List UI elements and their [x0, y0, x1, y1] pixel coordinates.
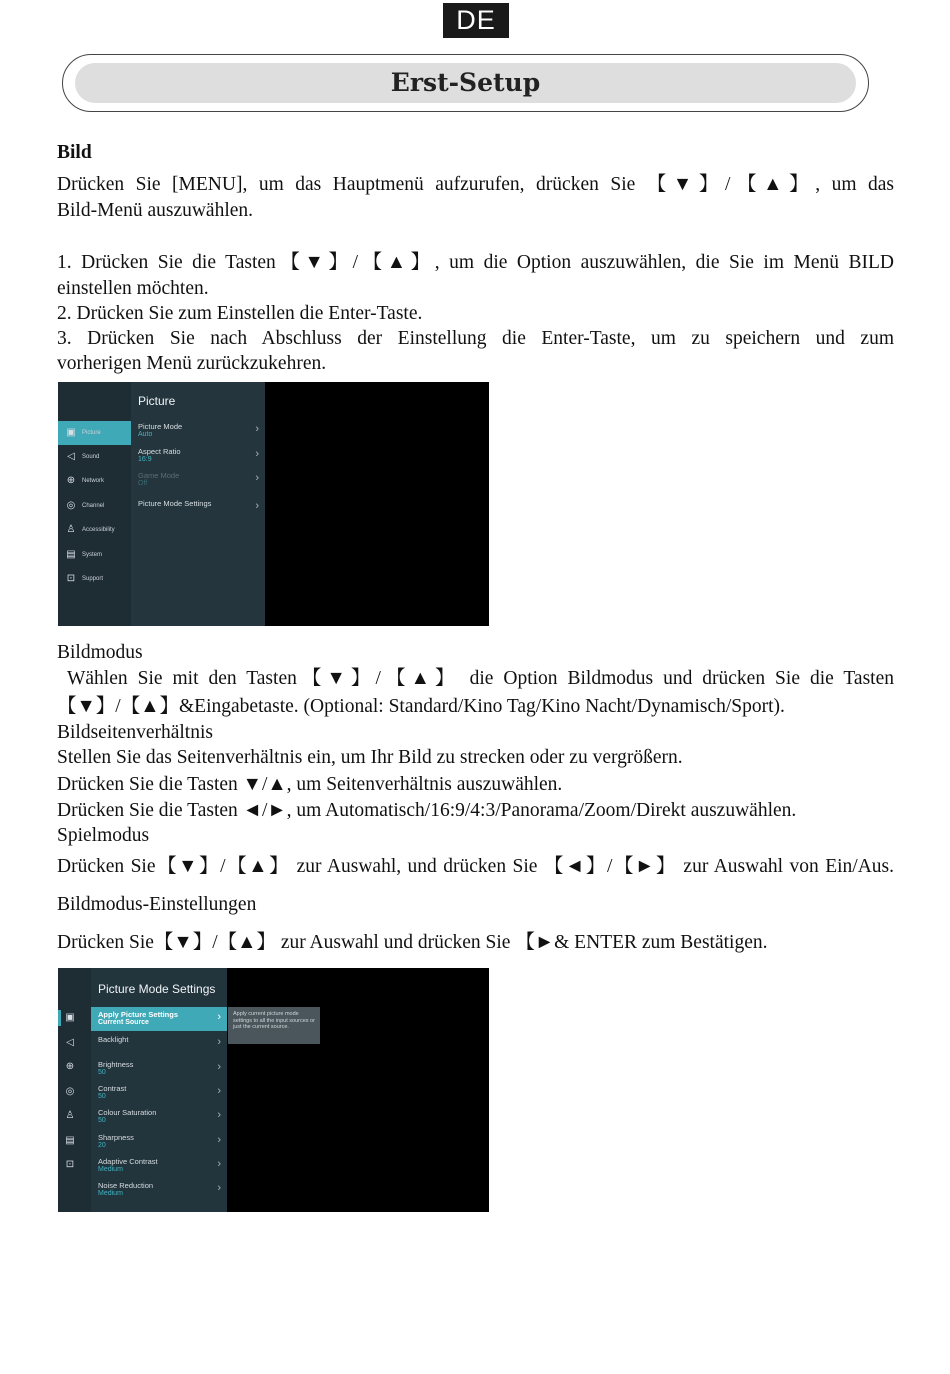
sidebar-item-channel[interactable]: ◎ Channel — [66, 500, 105, 511]
support-icon: ⊡ — [65, 1159, 75, 1170]
bildmodus-line2: 【▼】/【▲】&Eingabetaste. (Optional: Standard/Kino Tag/Kino Nacht/Dynamisch/Sport). — [57, 696, 785, 717]
menu-item-brightness[interactable]: Brightness 50 › — [98, 1060, 221, 1076]
network-icon: ⊕ — [65, 1061, 75, 1072]
chevron-right-icon: › — [255, 472, 259, 484]
bild-step2: 2. Drücken Sie zum Einstellen die Enter-Taste. — [57, 303, 423, 324]
bild-step1-line2: einstellen möchten. — [57, 278, 209, 299]
menu-item-backlight[interactable]: Backlight › — [98, 1035, 221, 1048]
sidebar-item-picture[interactable]: ▣ Picture — [58, 421, 131, 445]
menu-item-adaptive-contrast[interactable]: Adaptive Contrast Medium › — [98, 1157, 221, 1173]
accessibility-icon: ♙ — [66, 524, 76, 535]
sidebar-item-support[interactable] — [58, 1153, 91, 1177]
bild-heading: Bild — [57, 142, 92, 163]
picture-mode-settings-panel — [91, 968, 227, 1212]
bild-step3-line2: vorherigen Menü zurückzukehren. — [57, 353, 327, 374]
tv-picture-mode-settings-screenshot — [58, 968, 489, 1212]
sidebar-item-picture[interactable] — [58, 1006, 91, 1030]
spielmodus-line1: Drücken Sie【▼】/【▲】 zur Auswahl, und drücken Sie 【◄】/【►】 zur Auswahl von Ein/Aus. — [57, 856, 894, 877]
seitenverhaeltnis-heading: Bildseitenverhältnis — [57, 722, 213, 743]
tv-sidebar-collapsed — [58, 968, 91, 1212]
menu-item-aspect-ratio[interactable]: Aspect Ratio 16:9 › — [138, 447, 259, 463]
chevron-right-icon: › — [255, 500, 259, 512]
menu-item-noise-reduction[interactable]: Noise Reduction Medium › — [98, 1181, 221, 1197]
support-icon: ⊡ — [66, 573, 76, 584]
bild-intro-line1: Drücken Sie [MENU], um das Hauptmenü aufzurufen, drücken Sie 【▼】/【▲】, um das — [57, 174, 894, 195]
sidebar-item-network[interactable]: ⊕ Network — [66, 475, 105, 486]
chevron-right-icon: › — [217, 1158, 221, 1170]
sidebar-item-accessibility[interactable]: ♙ Accessibility — [66, 524, 115, 535]
sidebar-item-system[interactable] — [58, 1129, 91, 1153]
sidebar-item-network[interactable] — [58, 1055, 91, 1079]
menu-item-game-mode[interactable]: Game Mode Off › — [138, 471, 259, 487]
help-tooltip: Apply current picture mode settings to all the input sources or just the current source. — [228, 1007, 320, 1044]
network-icon: ⊕ — [66, 475, 76, 486]
menu-item-picture-mode[interactable]: Picture Mode Auto › — [138, 422, 259, 438]
tv-sidebar — [58, 382, 131, 626]
chevron-right-icon: › — [217, 1182, 221, 1194]
accessibility-icon: ♙ — [65, 1110, 75, 1121]
sidebar-item-system[interactable]: ▤ System — [66, 549, 103, 560]
menu-item-contrast[interactable]: Contrast 50 › — [98, 1084, 221, 1100]
language-badge: DE — [443, 3, 509, 38]
chevron-right-icon: › — [217, 1109, 221, 1121]
chevron-right-icon: › — [255, 448, 259, 460]
tv-picture-menu-screenshot — [58, 382, 489, 626]
sidebar-item-support[interactable]: ⊡ Support — [66, 573, 104, 584]
seitenverhaeltnis-line2: Drücken Sie die Tasten ▼/▲, um Seitenverhältnis auszuwählen. — [57, 774, 563, 795]
chevron-right-icon: › — [217, 1036, 221, 1048]
chevron-right-icon: › — [217, 1061, 221, 1073]
channel-icon: ◎ — [65, 1086, 75, 1097]
panel-title: Picture Mode Settings — [98, 982, 216, 996]
bildmodus-line1: Wählen Sie mit den Tasten【▼】/【▲】 die Option Bildmodus und drücken Sie die Tasten — [67, 668, 894, 689]
sound-icon: ◁ — [66, 1037, 74, 1048]
system-icon: ▤ — [66, 549, 76, 560]
chevron-right-icon: › — [217, 1011, 221, 1023]
sidebar-item-channel[interactable] — [58, 1080, 91, 1104]
sidebar-item-sound[interactable]: ◁ Sound — [58, 445, 131, 469]
bildmodus-heading: Bildmodus — [57, 642, 143, 663]
picture-icon: ▣ — [65, 1012, 75, 1023]
sidebar-item-sound[interactable] — [58, 1031, 91, 1055]
seitenverhaeltnis-line3: Drücken Sie die Tasten ◄/►, um Automatisch/16:9/4:3/Panorama/Zoom/Direkt auszuwählen. — [57, 800, 797, 821]
system-icon: ▤ — [65, 1135, 75, 1146]
chevron-right-icon: › — [255, 423, 259, 435]
channel-icon: ◎ — [66, 500, 76, 511]
menu-item-colour-saturation[interactable]: Colour Saturation 50 › — [98, 1108, 221, 1124]
chevron-right-icon: › — [217, 1134, 221, 1146]
menu-item-sharpness[interactable]: Sharpness 20 › — [98, 1133, 221, 1149]
page-title: Erst-Setup — [75, 63, 856, 103]
bildmodus-einstellungen-line1: Drücken Sie【▼】/【▲】 zur Auswahl und drücken Sie 【►& ENTER zum Bestätigen. — [57, 932, 768, 953]
seitenverhaeltnis-line1: Stellen Sie das Seitenverhältnis ein, um Ihr Bild zu strecken oder zu vergrößern. — [57, 747, 683, 768]
picture-icon: ▣ — [66, 427, 76, 438]
menu-item-picture-mode-settings[interactable]: Picture Mode Settings › — [138, 499, 259, 512]
sidebar-item-accessibility[interactable] — [58, 1104, 91, 1128]
menu-item-apply-picture-settings[interactable]: Apply Picture Settings Current Source › — [91, 1007, 227, 1031]
bild-step1-line1: 1. Drücken Sie die Tasten【▼】/【▲】, um die Option auszuwählen, die Sie im Menü BILD — [57, 252, 894, 273]
chevron-right-icon: › — [217, 1085, 221, 1097]
picture-menu-panel — [131, 382, 265, 626]
bildmodus-einstellungen-heading: Bildmodus-Einstellungen — [57, 894, 257, 915]
bild-step3-line1: 3. Drücken Sie nach Abschluss der Einstellung die Enter-Taste, um zu speichern und zum — [57, 328, 894, 349]
panel-title: Picture — [138, 394, 176, 408]
bild-intro-line2: Bild-Menü auszuwählen. — [57, 200, 254, 221]
section-title-frame — [62, 54, 869, 112]
sound-icon: ◁ — [67, 451, 75, 462]
spielmodus-heading: Spielmodus — [57, 825, 150, 846]
